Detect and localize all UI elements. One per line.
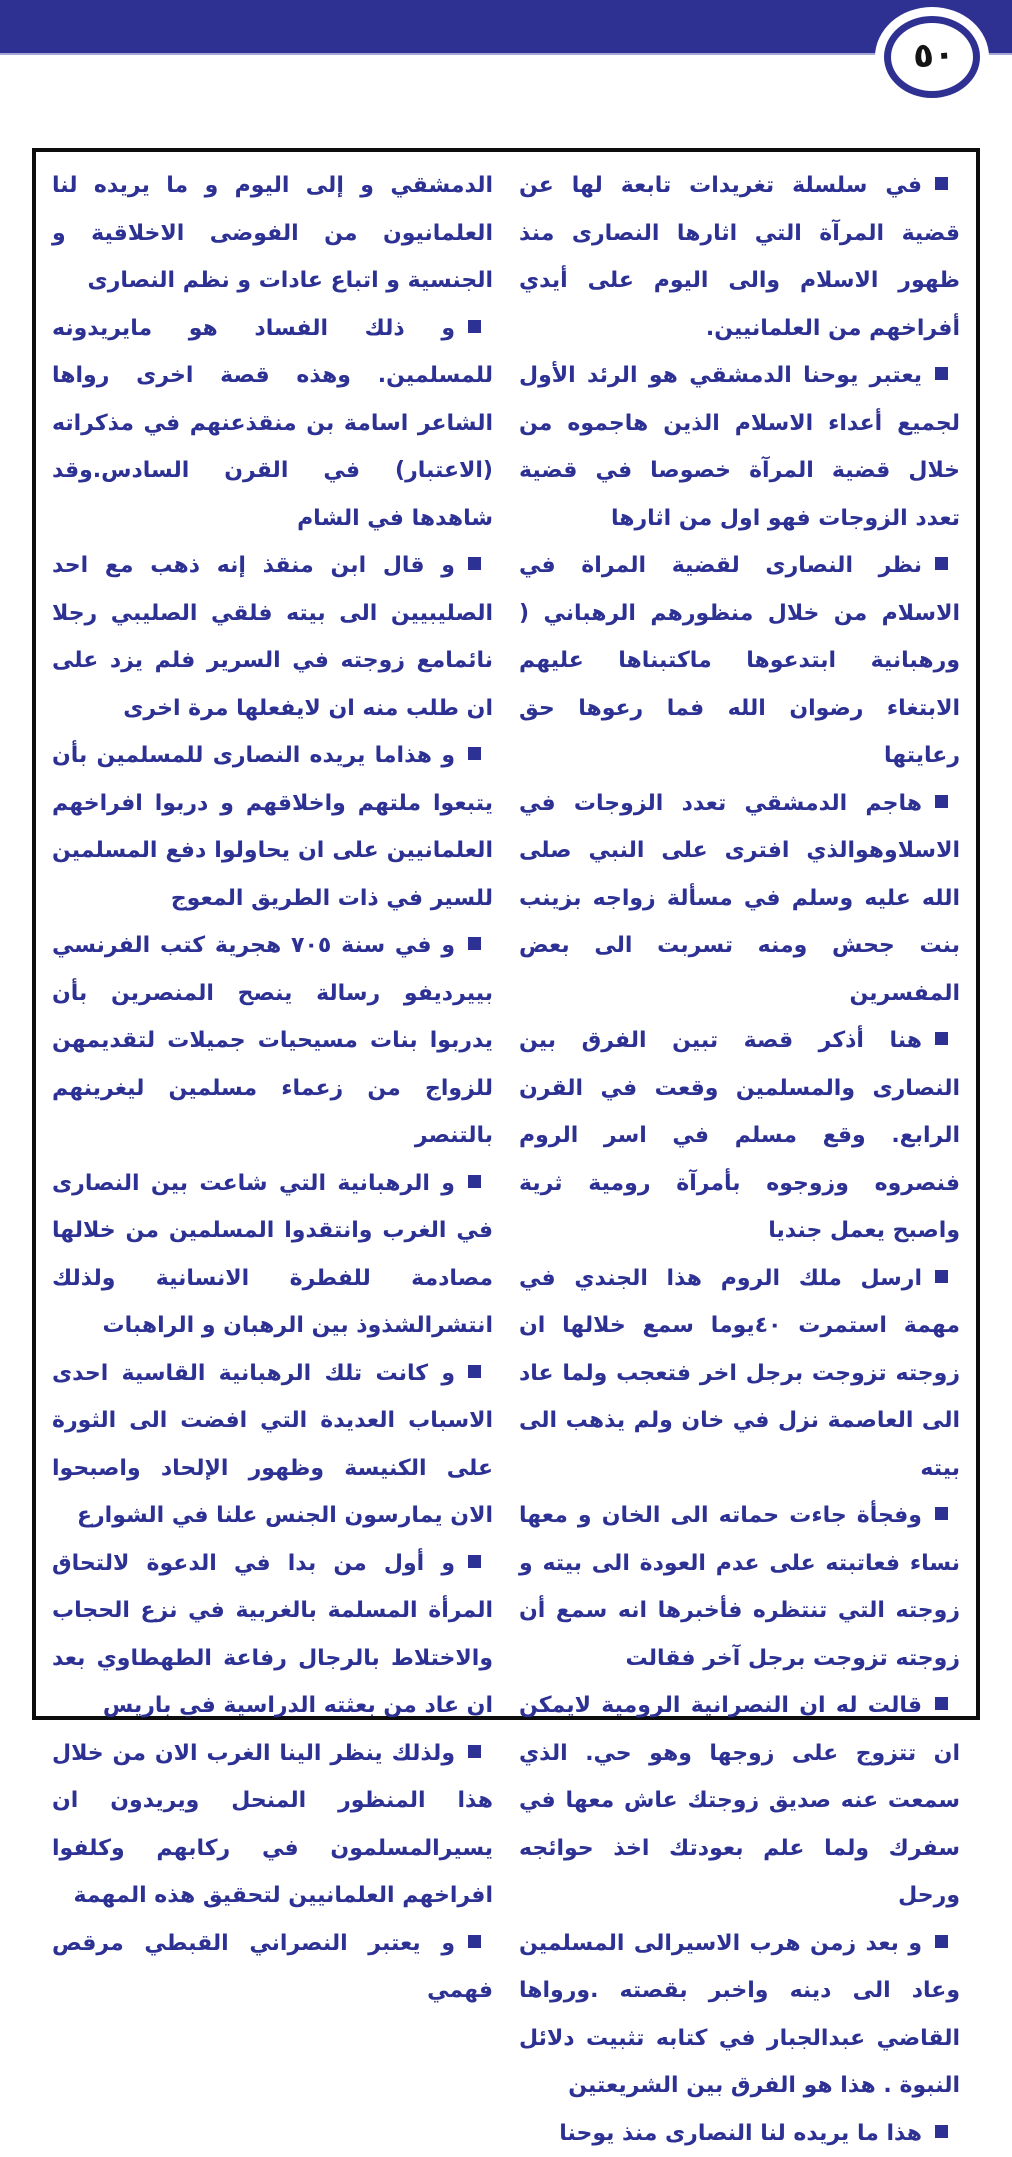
bullet-square-icon xyxy=(468,1365,481,1378)
paragraph: هذا ما يريده لنا النصارى منذ يوحنا xyxy=(519,2110,960,2157)
two-column-layout xyxy=(52,162,960,1706)
bullet-square-icon xyxy=(468,1555,481,1568)
paragraph: و الرهبانية التي شاعت بين النصارى في الغرب وانتقدوا المسلمين من خلالها مصادمة للفطرة الانسانية ولذلك انتشرالشذوذ بين الرهبان و الراهبات xyxy=(52,1160,493,1350)
bullet-square-icon xyxy=(468,1935,481,1948)
paragraph: و أول من بدا في الدعوة لالتحاق المرأة المسلمة بالغربية في نزع الحجاب والاختلاط بالرجال رفاعة الطهطاوي بعد ان عاد من بعثته الدراسية في باريس xyxy=(52,1540,493,1730)
header-bar xyxy=(0,0,1012,55)
paragraph: ارسل ملك الروم هذا الجندي في مهمة استمرت ٤٠يوما سمع خلالها ان زوجته تزوجت برجل اخر فتعجب ولما عاد الى العاصمة نزل في خان ولم يذهب الى بيته xyxy=(519,1255,960,1493)
paragraph: يعتبر يوحنا الدمشقي هو الرئد الأول لجميع أعداء الاسلام الذين هاجموه من خلال قضية المرآة خصوصا في قضية تعدد الزوجات فهو اول من اثارها xyxy=(519,352,960,542)
bullet-square-icon xyxy=(468,937,481,950)
page-number-badge xyxy=(884,16,980,98)
paragraph: و بعد زمن هرب الاسيرالى المسلمين وعاد الى دينه واخبر بقصته .ورواها القاضي عبدالجبار في كتابه تثبيت دلائل النبوة . هذا هو الفرق بين الشريعتين xyxy=(519,1920,960,2110)
paragraph: في سلسلة تغريدات تابعة لها عن قضية المرآة التي اثارها النصارى منذ ظهور الاسلام والى اليوم على أيدي أفراخهم من العلمانيين. xyxy=(519,162,960,352)
bullet-square-icon xyxy=(935,795,948,808)
paragraph: و يعتبر النصراني القبطي مرقص فهمي xyxy=(52,1920,493,2015)
bullet-square-icon xyxy=(468,747,481,760)
text-box xyxy=(32,148,980,1720)
bullet-square-icon xyxy=(935,1032,948,1045)
bullet-square-icon xyxy=(468,1175,481,1188)
paragraph: و قال ابن منقذ إنه ذهب مع احد الصليبيين الى بيته فلقي الصليبي رجلا نائمامع زوجته في السرير فلم يزد على ان طلب منه ان لايفعلها مرة اخرى xyxy=(52,542,493,732)
bullet-square-icon xyxy=(935,557,948,570)
paragraph: و ذلك الفساد هو مايريدونه للمسلمين. وهذه قصة اخرى رواها الشاعر اسامة بن منقذعنهم في مذكراته (الاعتبار) في القرن السادس.وقد شاهدها في الشام xyxy=(52,305,493,543)
paragraph: قالت له ان النصرانية الرومية لايمكن ان تتزوج على زوجها وهو حي. الذي سمعت عنه صديق زوجتك عاش معها في سفرك ولما علم بعودتك اخذ حوائجه ورحل xyxy=(519,1682,960,1920)
column-right xyxy=(519,162,960,1706)
bullet-square-icon xyxy=(935,1270,948,1283)
column-left xyxy=(52,162,493,1706)
paragraph: و في سنة ٧٠٥ هجرية كتب الفرنسي بييرديفو رسالة ينصح المنصرين بأن يدربوا بنات مسيحيات جميلات لتقديمهن للزواج من زعماء مسلمين ليغرينهم بالتنصر xyxy=(52,922,493,1160)
paragraph: و كانت تلك الرهبانية القاسية احدى الاسباب العديدة التي افضت الى الثورة على الكنيسة وظهور الإلحاد واصبحوا الان يمارسون الجنس علنا في الشوارع xyxy=(52,1350,493,1540)
paragraph: هنا أذكر قصة تبين الفرق بين النصارى والمسلمين وقعت في القرن الرابع. وقع مسلم في اسر الروم فنصروه وزوجوه بأمرآة رومية ثرية واصبح يعمل جنديا xyxy=(519,1017,960,1255)
paragraph: وفجأة جاءت حماته الى الخان و معها نساء فعاتبته على عدم العودة الى بيته و زوجته التي تنتظره فأخبرها انه سمع أن زوجته تزوجت برجل آخر فقالت xyxy=(519,1492,960,1682)
paragraph: هاجم الدمشقي تعدد الزوجات في الاسلاوهوالذي افترى على النبي صلى الله عليه وسلم في مسألة زواجه بزينب بنت جحش ومنه تسربت الى بعض المفسرين xyxy=(519,780,960,1018)
bullet-square-icon xyxy=(935,1935,948,1948)
bullet-square-icon xyxy=(935,367,948,380)
paragraph: ولذلك ينظر الينا الغرب الان من خلال هذا المنظور المنحل ويريدون ان يسيرالمسلمون في ركابهم وكلفوا افراخهم العلمانيين لتحقيق هذه المهمة xyxy=(52,1730,493,1920)
bullet-square-icon xyxy=(468,320,481,333)
bullet-square-icon xyxy=(935,1507,948,1520)
paragraph: نظر النصارى لقضية المراة في الاسلام من خلال منظورهم الرهباني ( ورهبانية ابتدعوها ماكتبناها عليهم الابتغاء رضوان الله فما رعوها حق رعايتها xyxy=(519,542,960,780)
paragraph: و هذاما يريده النصارى للمسلمين بأن يتبعوا ملتهم واخلاقهم و دربوا افراخهم العلمانيين على ان يحاولوا دفع المسلمين للسير في ذات الطريق المعوج xyxy=(52,732,493,922)
bullet-square-icon xyxy=(935,2125,948,2138)
bullet-square-icon xyxy=(468,557,481,570)
paragraph-continuation: الدمشقي و إلى اليوم و ما يريده لنا العلمانيون من الفوضى الاخلاقية و الجنسية و اتباع عادات و نظم النصارى xyxy=(52,162,493,305)
bullet-square-icon xyxy=(935,1697,948,1710)
bullet-square-icon xyxy=(935,177,948,190)
bullet-square-icon xyxy=(468,1745,481,1758)
page-number: ٥٠ xyxy=(912,37,956,74)
